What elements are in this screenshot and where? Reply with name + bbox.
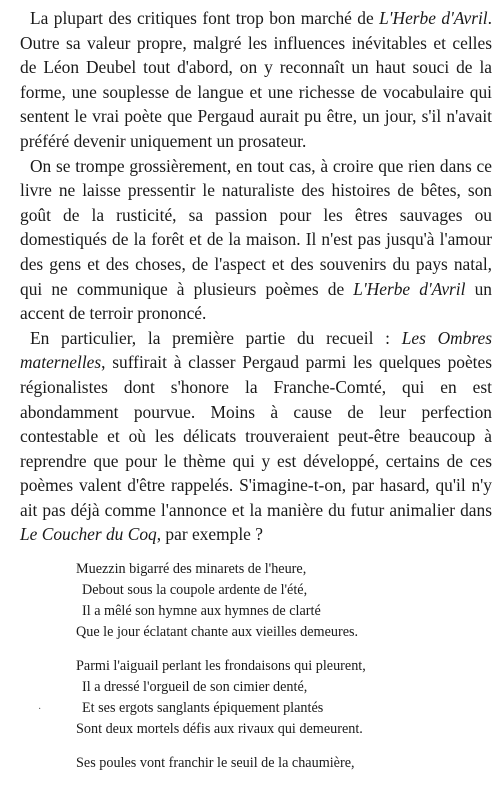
paragraph bbox=[20, 326, 492, 547]
poem-verse: Sont deux mortels défis aux rivaux qui demeurent. bbox=[76, 721, 363, 738]
stray-mark: · bbox=[38, 704, 42, 715]
paragraph bbox=[20, 6, 492, 154]
poem-verse: Que le jour éclatant chante aux vieilles demeures. bbox=[76, 624, 359, 641]
poem-verse: Debout sous la coupole ardente de l'été, bbox=[82, 582, 308, 599]
text-run: On se trompe grossièrement, en tout cas, à croire que rien dans ce livre ne laisse pressentir le naturaliste des histoires de bêtes, son goût de la rusticité, sa passion pour les êtres sauvages ou domestiqués de la forêt et de la maison. Il n'est pas jusqu'à l'amour des gens et des choses, de l'aspect et des souvenirs du pays natal, qui ne communique à plusieurs poèmes de bbox=[20, 155, 492, 299]
prose-body bbox=[20, 6, 492, 547]
poem-verse: Muezzin bigarré des minarets de l'heure, bbox=[76, 561, 307, 578]
poem-stanza bbox=[76, 656, 492, 740]
poem-verse: Parmi l'aiguail perlant les frondaisons qui pleurent, bbox=[76, 658, 366, 675]
italic-title: L'Herbe d'Avril bbox=[353, 278, 466, 299]
text-run: La plupart des critiques font trop bon marché de bbox=[30, 8, 380, 28]
italic-title: L'Herbe d'Avril bbox=[379, 8, 488, 28]
poem-verse: Il a mêlé son hymne aux hymnes de clarté bbox=[82, 603, 321, 620]
poem-verse: Il a dressé l'orgueil de son cimier denté, bbox=[82, 679, 308, 696]
text-run: . Outre sa valeur propre, malgré les influences inévitables et celles de Léon Deubel tout d'abord, on y reconnaît un haut souci de la forme, une souplesse de langue et une richesse de vocabulaire qui sentent le vrai poète que Pergaud aurait pu être, un jour, s'il n'avait préféré devenir uniquement un prosateur. bbox=[20, 8, 492, 151]
poem-stanza bbox=[76, 753, 492, 774]
poem-verse: Et ses ergots sanglants épiquement plantés bbox=[82, 700, 324, 717]
text-run: En particulier, la première partie du recueil : bbox=[30, 327, 402, 348]
italic-title: Les Ombres maternelles bbox=[20, 327, 492, 373]
poem-verse: Ses poules vont franchir le seuil de la chaumière, bbox=[76, 755, 355, 772]
poem-stanza bbox=[76, 559, 492, 643]
text-run: , par exemple ? bbox=[156, 524, 263, 545]
text-run: , suffirait à classer Pergaud parmi les quelques poètes régionalistes dont s'honore la Franche-Comté, qui en est abondamment pourvue. Moins à cause de leur perfection contestable et où les délicats trouveraient peut-être beaucoup à reprendre que pour le thème qui y est développé, certains de ces poèmes valent d'être rappelés. S'imagine-t-on, par hasard, qu'il n'y ait pas déjà comme l'annonce et la manière du futur animalier dans bbox=[20, 352, 492, 520]
text-run: un accent de terroir prononcé. bbox=[20, 278, 492, 324]
italic-title: Le Coucher du Coq bbox=[20, 524, 157, 545]
paragraph bbox=[20, 154, 492, 326]
poem-excerpt bbox=[76, 559, 492, 774]
